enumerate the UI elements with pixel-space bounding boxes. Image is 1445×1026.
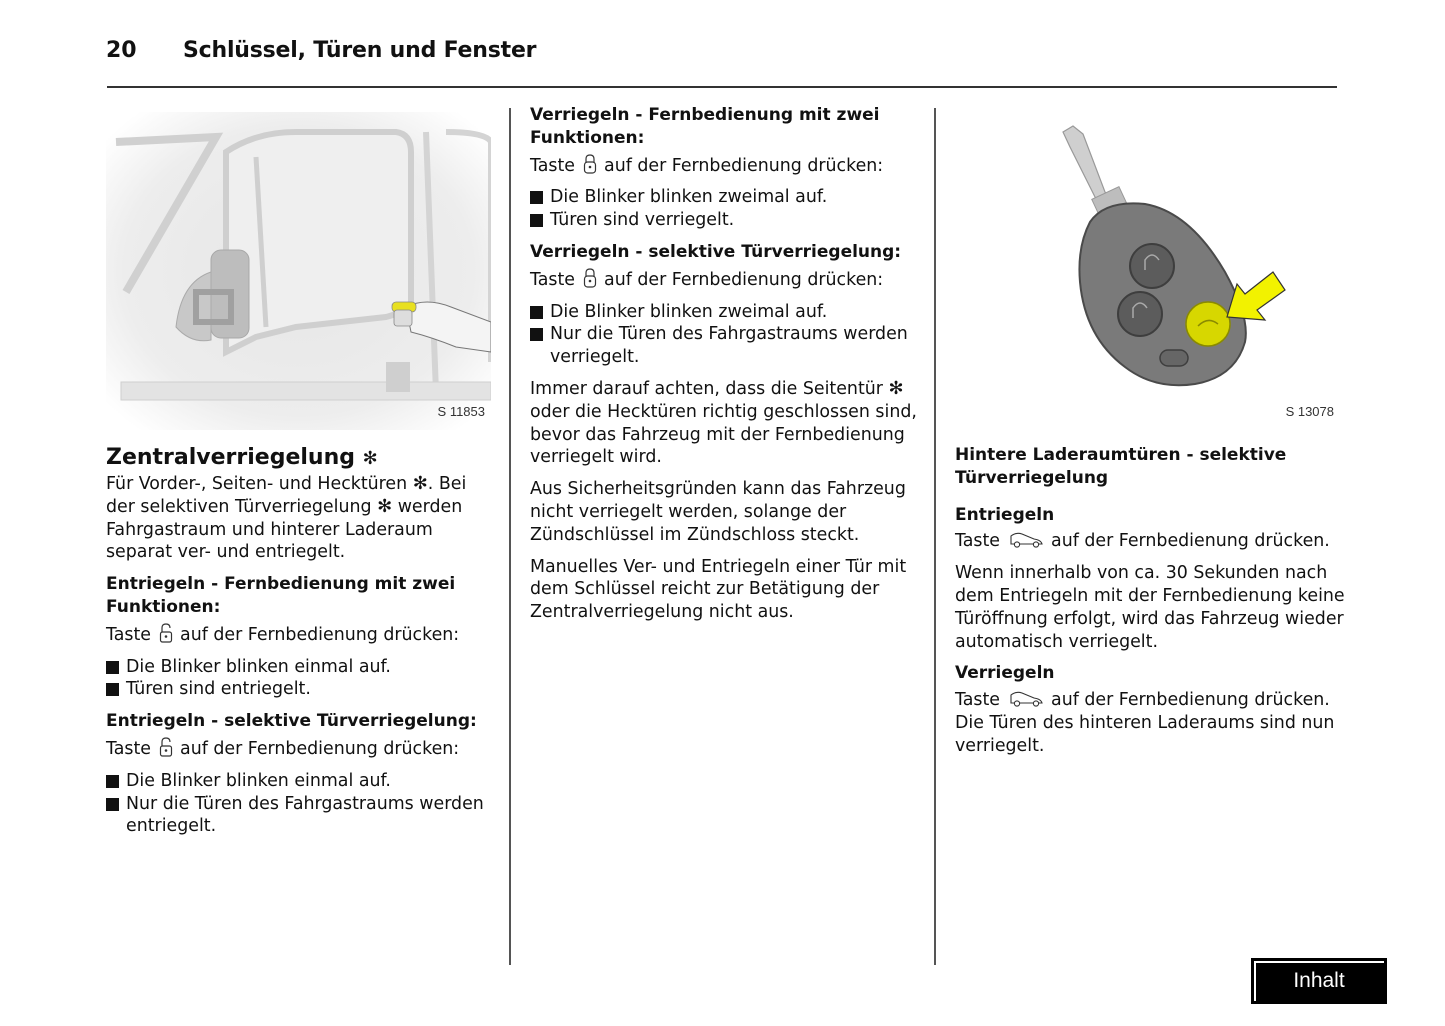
optional-equipment-icon: ✻ (362, 448, 378, 469)
contents-button[interactable] (1251, 958, 1387, 1004)
optional-equipment-icon: ✻ (412, 473, 428, 494)
column-divider-1 (509, 108, 511, 965)
figure-label: S 13078 (1285, 404, 1334, 420)
lock-heading: Verriegeln (955, 663, 1055, 684)
page-header (106, 38, 536, 72)
instruction: Taste auf der Fernbedienung drücken. (955, 690, 1330, 711)
column-divider-2 (934, 108, 936, 965)
optional-equipment-icon: ✻ (377, 495, 393, 517)
lock-selective-heading: Verriegeln - selektive Türverriegelung: (530, 241, 902, 262)
contents-button-label: Inhalt (1293, 969, 1345, 992)
list-item: Die Blinker blinken einmal auf. (106, 656, 491, 679)
list-item: Nur die Türen des Fahrgastraums werden entriegelt. (106, 793, 491, 839)
list-item: Türen sind entriegelt. (106, 678, 491, 701)
lock-two-function-heading: Verriegeln - Fernbedienung mit zwei Funktionen: (530, 105, 880, 148)
intro-paragraph: Für Vorder-, Seiten- und Hecktüren ✻. Bei der selektiven Türverriegelung ✻ werden Fahrgastraum und hinterer Laderaum separat ver- und entriegelt. (106, 473, 467, 563)
list-item: Nur die Türen des Fahrgastraums werden verriegelt. (530, 323, 920, 369)
unlock-selective-heading: Entriegeln - selektive Türverriegelung: (106, 711, 477, 732)
manual-lock-note: Manuelles Ver- und Entriegeln einer Tür mit dem Schlüssel reicht zur Betätigung der Zentralverriegelung nicht aus. (530, 556, 907, 623)
bullet-list (530, 301, 920, 369)
lock-icon (583, 268, 597, 288)
bullet-list (106, 770, 491, 838)
section-title: Zentralverriegelung ✻ (106, 445, 378, 470)
van-door-illustration (106, 112, 491, 430)
remote-key-illustration (955, 112, 1340, 430)
locked-confirmation: Die Türen des hinteren Laderaums sind nun verriegelt. (955, 712, 1335, 756)
auto-relock-note: Wenn innerhalb von ca. 30 Sekunden nach dem Entriegeln mit der Fernbedienung keine Türöffnung erfolgt, wird das Fahrzeug wieder automatisch verriegelt. (955, 563, 1345, 652)
unlock-icon (159, 623, 173, 643)
instruction: Taste auf der Fernbedienung drücken. (955, 531, 1330, 552)
bullet-list (106, 656, 491, 702)
page-number: 20 (106, 38, 137, 63)
list-item: Die Blinker blinken einmal auf. (106, 770, 491, 793)
unlock-two-function-heading: Entriegeln - Fernbedienung mit zwei Funktionen: (106, 574, 456, 617)
instruction: Taste auf der Fernbedienung drücken: (530, 269, 884, 290)
remote-key-figure (955, 112, 1340, 430)
header-divider (107, 86, 1337, 88)
chapter-title: Schlüssel, Türen und Fenster (183, 38, 537, 63)
list-item: Die Blinker blinken zweimal auf. (530, 186, 920, 209)
bullet-list (530, 186, 920, 232)
van-door-figure (106, 112, 491, 430)
figure-label: S 11853 (437, 404, 485, 420)
van-icon (1008, 531, 1044, 549)
list-item: Türen sind verriegelt. (530, 209, 920, 232)
column-2 (530, 104, 920, 633)
rear-cargo-doors-heading: Hintere Laderaumtüren - selektive Türverriegelung (955, 445, 1287, 488)
list-item: Die Blinker blinken zweimal auf. (530, 301, 920, 324)
door-closed-note: Immer darauf achten, dass die Seitentür ✻ oder die Hecktüren richtig geschlossen sind, bevor das Fahrzeug mit der Fernbedienung verriegelt wird. (530, 377, 917, 468)
column-3 (955, 100, 1345, 767)
unlock-icon (159, 737, 173, 757)
safety-note: Aus Sicherheitsgründen kann das Fahrzeug nicht verriegelt werden, solange der Zündschlüssel im Zündschloss steckt. (530, 479, 906, 545)
van-icon (1008, 690, 1044, 708)
lock-icon (583, 154, 597, 174)
column-1 (106, 100, 491, 847)
instruction: Taste auf der Fernbedienung drücken: (106, 738, 460, 759)
instruction: Taste auf der Fernbedienung drücken: (530, 155, 884, 176)
optional-equipment-icon: ✻ (888, 377, 904, 399)
unlock-heading: Entriegeln (955, 504, 1055, 525)
instruction: Taste auf der Fernbedienung drücken: (106, 624, 460, 645)
